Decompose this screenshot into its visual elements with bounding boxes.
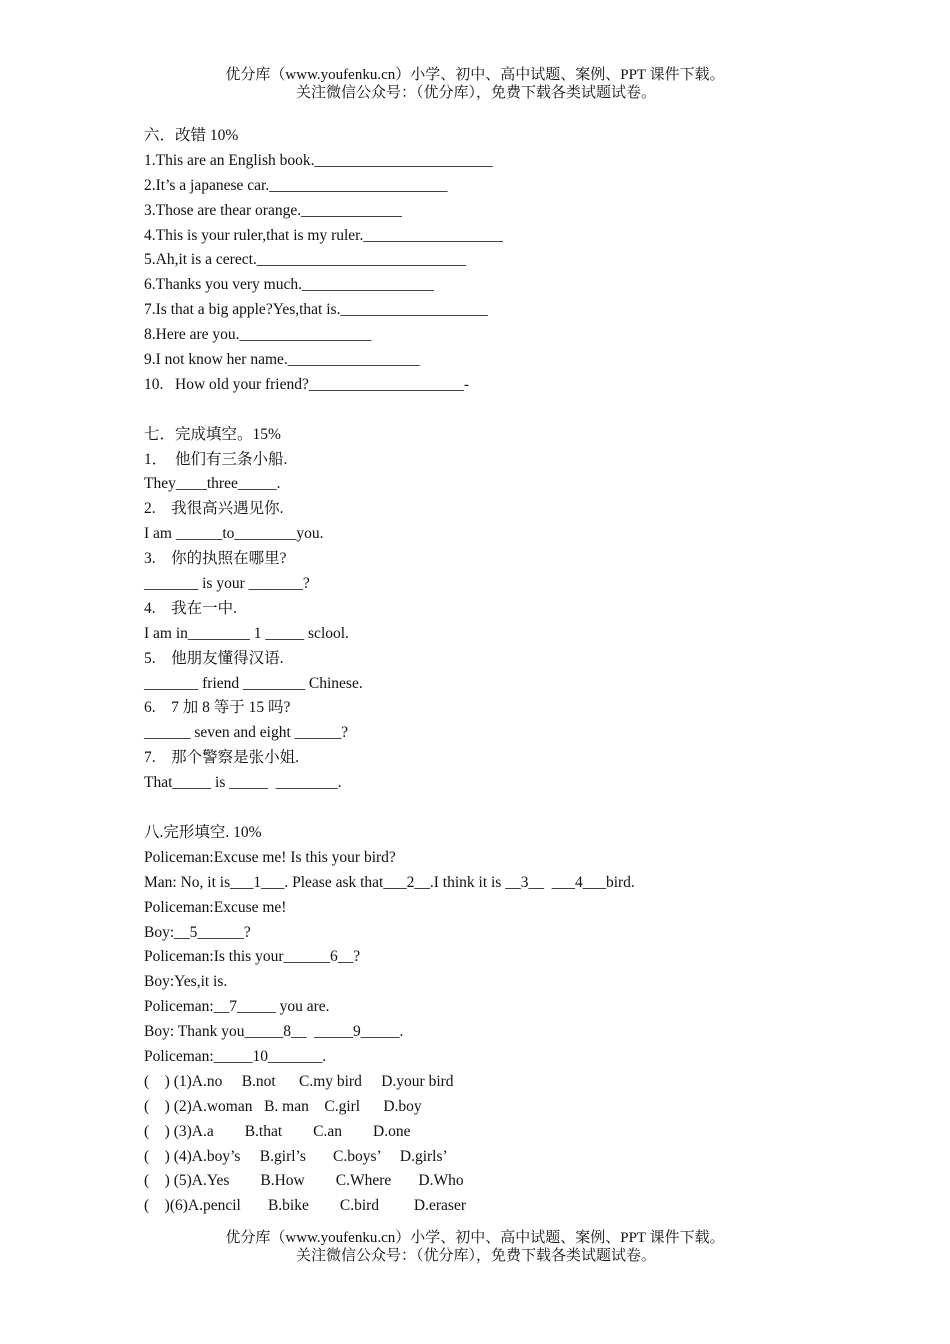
dialogue-line: Policeman:Excuse me! <box>144 898 287 916</box>
question-line: 1． 他们有三条小船. <box>144 450 288 468</box>
question-line: 10. How old your friend?____________________- <box>144 375 470 393</box>
header-line-1: 优分库（www.youfenku.cn）小学、初中、高中试题、案例、PPT 课件下载。 <box>225 67 725 83</box>
question-line: 4. 我在一中. <box>144 599 238 617</box>
question-line: _______ is your _______? <box>144 575 310 593</box>
question-line: I am in________ 1 _____ sclool. <box>144 624 349 642</box>
section-cloze <box>144 821 864 1219</box>
dialogue-line: Policeman:__7_____ you are. <box>144 998 330 1016</box>
answer-option-line: ( ) (3)A.a B.that C.an D.one <box>144 1122 411 1140</box>
question-line: _______ friend ________ Chinese. <box>144 674 363 692</box>
question-line: 2. 我很高兴遇见你. <box>144 500 284 518</box>
dialogue-line: Man: No, it is___1___. Please ask that___2__.I think it is __3__ ___4___bird. <box>144 873 635 891</box>
answer-option-line: ( ) (4)A.boy’s B.girl’s C.boys’ D.girls’ <box>144 1147 448 1165</box>
question-line: 2.It’s a japanese car._______________________ <box>144 176 448 194</box>
question-line: 7.Is that a big apple?Yes,that is.___________________ <box>144 301 488 319</box>
question-line: 3.Those are thear orange._____________ <box>144 201 402 219</box>
section-title: 七．完成填空。15% <box>144 425 281 443</box>
dialogue-line: Policeman:Excuse me! Is this your bird? <box>144 848 396 866</box>
question-line: 7. 那个警察是张小姐. <box>144 749 300 767</box>
question-line: 8.Here are you._________________ <box>144 326 372 344</box>
question-line: 9.I not know her name._________________ <box>144 351 420 369</box>
question-line: 5. 他朋友懂得汉语. <box>144 649 284 667</box>
dialogue-line: Boy:__5______? <box>144 923 251 941</box>
section-title: 八.完形填空. 10% <box>144 823 262 841</box>
question-line: ______ seven and eight ______? <box>144 724 349 742</box>
section-fill-in <box>144 423 864 796</box>
worksheet-body <box>144 124 864 1219</box>
question-line: 6. 7 加 8 等于 15 吗? <box>144 699 291 717</box>
question-line: 6.Thanks you very much._________________ <box>144 276 434 294</box>
footer-line-2: 关注微信公众号：（优分库），免费下载各类试题试卷。 <box>295 1248 656 1264</box>
answer-option-line: ( ) (2)A.woman B. man C.girl D.boy <box>144 1097 422 1115</box>
question-line: They____three_____. <box>144 475 281 493</box>
question-line: I am ______to________you. <box>144 525 324 543</box>
footer-line-1: 优分库（www.youfenku.cn）小学、初中、高中试题、案例、PPT 课件下载。 <box>225 1230 725 1246</box>
answer-option-line: ( ) (1)A.no B.not C.my bird D.your bird <box>144 1072 454 1090</box>
answer-option-line: ( ) (5)A.Yes B.How C.Where D.Who <box>144 1172 464 1190</box>
question-line: 3. 你的执照在哪里? <box>144 550 287 568</box>
dialogue-line: Policeman:Is this your______6__? <box>144 948 361 966</box>
section-title: 六．改错 10% <box>144 127 239 144</box>
header-line-2: 关注微信公众号：（优分库），免费下载各类试题试卷。 <box>295 85 656 101</box>
question-line: 4.This is your ruler,that is my ruler.__________________ <box>144 226 503 244</box>
question-line: 1.This are an English book._______________________ <box>144 151 493 169</box>
section-correction <box>144 124 864 398</box>
question-line: 5.Ah,it is a cerect.___________________________ <box>144 251 467 269</box>
dialogue-line: Boy: Thank you_____8__ _____9_____. <box>144 1023 404 1041</box>
spacer <box>144 398 864 423</box>
spacer <box>144 796 864 821</box>
question-line: That_____ is _____ ________. <box>144 774 342 792</box>
answer-option-line: ( )(6)A.pencil B.bike C.bird D.eraser <box>144 1197 466 1215</box>
dialogue-line: Policeman:_____10_______. <box>144 1047 327 1065</box>
dialogue-line: Boy:Yes,it is. <box>144 973 228 991</box>
page-footer <box>0 1229 950 1265</box>
page-header <box>0 66 950 102</box>
